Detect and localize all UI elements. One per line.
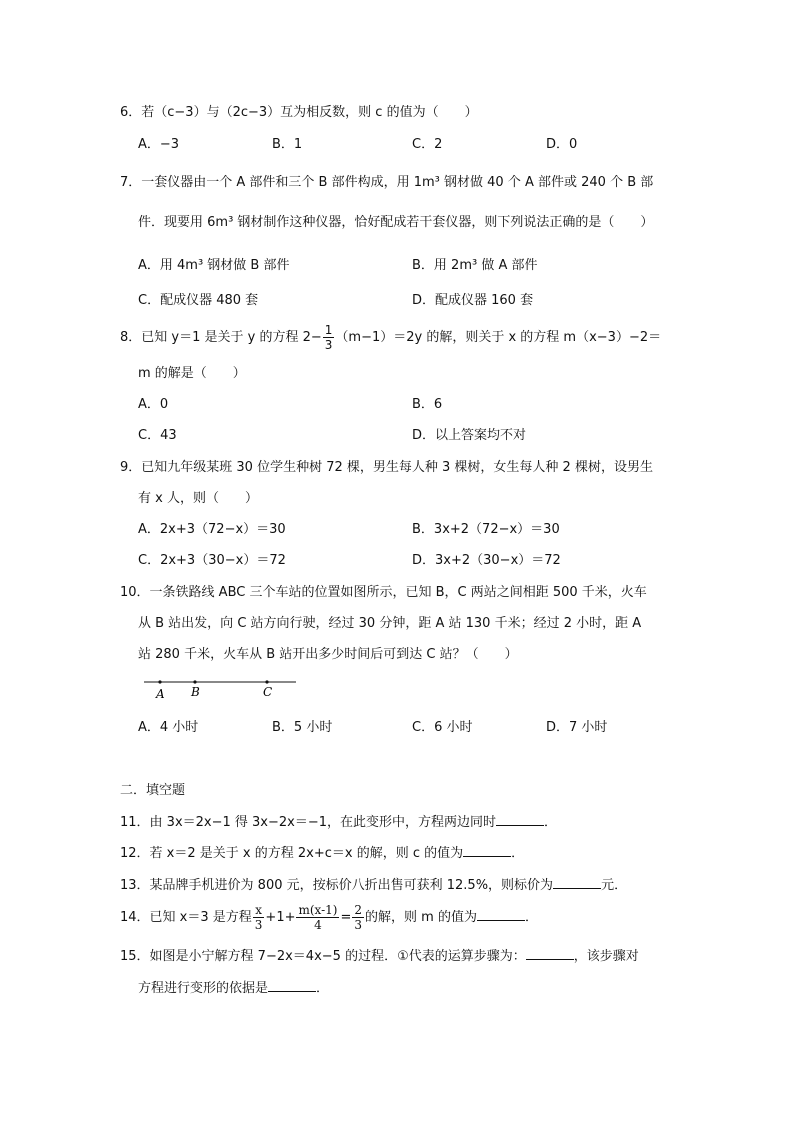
q14-f1-den: 3 [254,918,263,932]
q15-step-blank[interactable] [526,947,574,960]
q8-option-c: C．43 [138,428,177,443]
q9-option-c: C．2x+3（30−x）＝72 [138,553,286,568]
q14-plus1: +1+ [265,910,296,925]
q14-line [120,898,538,938]
q8-option-b: B．6 [412,397,443,412]
q14-fraction-2 [296,903,339,932]
station-a-label: A [156,687,165,701]
q10-option-b: B．5 小时 [272,720,333,735]
q9-option-d: D．3x+2（30−x）＝72 [412,553,561,568]
q14-f3-num: 2 [354,903,363,917]
q14-f1-num: x [253,903,265,918]
q8-line1 [120,322,661,354]
q8-line1-a: 8．已知 y＝1 是关于 y 的方程 2− [120,330,322,345]
q6-option-b: B．1 [272,137,303,152]
q14-fraction-3 [352,903,364,932]
q7-option-b: B．用 2m³ 做 A 部件 [412,258,538,273]
station-c-dot [265,680,268,683]
q7-option-a: A．用 4m³ 钢材做 B 部件 [138,258,290,273]
q15-line1 [120,947,639,966]
q12-line [120,844,524,863]
station-a-dot [158,680,161,683]
q14-text-a: 14．已知 x＝3 是方程 [120,910,252,925]
q13-answer-blank[interactable] [553,876,601,889]
q13-text-a: 13．某品牌手机进价为 800 元，按标价八折出售可获利 12.5%，则标价为 [120,878,554,893]
q14-f3-den: 3 [354,918,363,932]
q12-text-a: 12．若 x＝2 是关于 x 的方程 2x+c＝x 的解，则 c 的值为 [120,846,464,861]
q7-option-c: C．配成仪器 480 套 [138,293,259,308]
q14-text-b: 的解，则 m 的值为 [365,910,477,925]
q7-line2: 件．现要用 6m³ 钢材制作这种仪器，恰好配成若干套仪器，则下列说法正确的是（ ） [138,215,654,230]
q10-option-d: D．7 小时 [546,720,608,735]
q8-option-d: D．以上答案均不对 [412,428,527,443]
q8-fraction [323,323,335,352]
railway-diagram [140,672,310,704]
q14-text-c: ． [524,910,538,925]
q12-text-b: ． [511,846,525,861]
q11-line [120,813,557,832]
q14-fraction-1 [253,903,265,932]
q8-option-a: A．0 [138,397,169,412]
q8-frac-num: 1 [324,323,333,337]
q15-line2-b: ． [316,981,330,996]
q15-line1-b: ，该步骤对 [573,949,639,964]
q11-text-b: ． [544,815,558,830]
q6-stem: 6．若（c−3）与（2c−3）互为相反数，则 c 的值为（ ） [120,105,478,120]
q6-option-d: D．0 [546,137,578,152]
q10-option-c: C．6 小时 [412,720,473,735]
q7-line1: 7．一套仪器由一个 A 部件和三个 B 部件构成，用 1m³ 钢材做 40 个 A 部件或 240 个 B 部 [120,175,654,190]
q8-line1-b: （m−1）＝2y 的解，则关于 x 的方程 m（x−3）−2＝ [335,330,662,345]
q15-line1-a: 15．如图是小宁解方程 7−2x＝4x−5 的过程．①代表的运算步骤为： [120,949,526,964]
station-b-dot [193,680,196,683]
q13-text-b: 元． [601,878,628,893]
q12-answer-blank[interactable] [463,844,511,857]
q9-line2: 有 x 人，则（ ） [138,491,258,506]
q9-option-b: B．3x+2（72−x）＝30 [412,522,560,537]
q14-answer-blank[interactable] [477,908,525,921]
q9-option-a: A．2x+3（72−x）＝30 [138,522,286,537]
q8-frac-den: 3 [324,338,333,352]
q6-option-a: A．−3 [138,137,180,152]
q13-line [120,876,627,895]
q10-line3: 站 280 千米，火车从 B 站开出多少时间后可到达 C 站？（ ） [138,647,518,662]
q11-answer-blank[interactable] [496,813,544,826]
q10-line1: 10．一条铁路线 ABC 三个车站的位置如图所示，已知 B，C 两站之间相距 500 千米，火车 [120,585,647,600]
q10-line2: 从 B 站出发，向 C 站方向行驶，经过 30 分钟，距 A 站 130 千米；经过 2 小时，距 A [138,616,642,631]
q14-eq: = [340,910,352,925]
station-c-label: C [263,685,273,699]
q10-option-a: A．4 小时 [138,720,199,735]
q14-f2-num: m(x-1) [298,903,338,917]
q15-line2 [138,979,329,998]
q7-option-d: D．配成仪器 160 套 [412,293,534,308]
section-fill-in-title: 二．填空题 [120,783,186,798]
q15-line2-a: 方程进行变形的依据是 [138,981,269,996]
q11-text-a: 11．由 3x＝2x−1 得 3x−2x＝−1，在此变形中，方程两边同时 [120,815,497,830]
q15-basis-blank[interactable] [268,979,316,992]
station-b-label: B [191,685,200,699]
q14-f2-den: 4 [314,918,322,932]
q6-option-c: C．2 [412,137,443,152]
q9-line1: 9．已知九年级某班 30 位学生种树 72 棵，男生每人种 3 棵树，女生每人种 2 棵树，设男生 [120,460,653,475]
q8-line2: m 的解是（ ） [138,366,246,381]
